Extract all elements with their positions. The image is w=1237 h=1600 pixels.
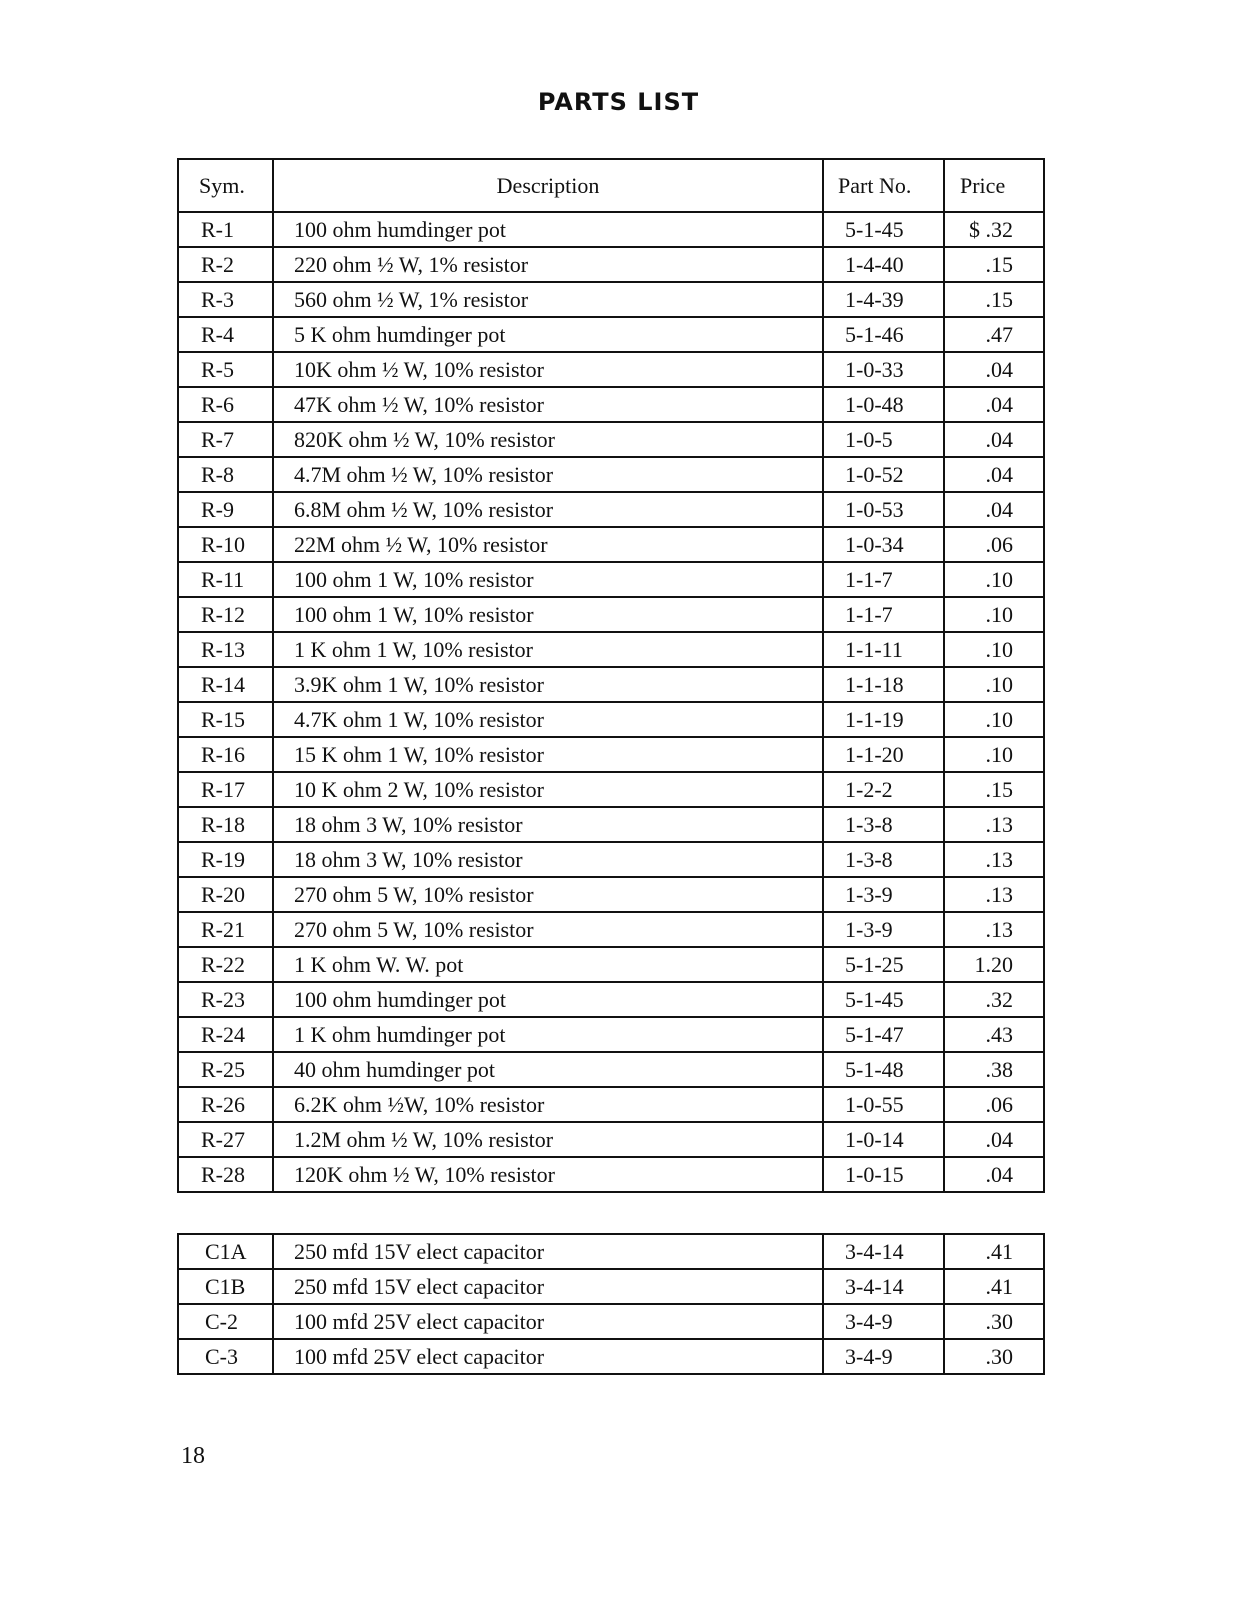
part-price: .13 [944,912,1044,947]
table-row [178,1087,1044,1122]
part-description: 220 ohm ½ W, 1% resistor [273,247,823,282]
part-price: .10 [944,702,1044,737]
part-number: 1-3-8 [823,807,944,842]
table-row [178,1304,1044,1339]
table-row [178,457,1044,492]
table-row [178,492,1044,527]
part-description: 18 ohm 3 W, 10% resistor [273,842,823,877]
part-description: 1 K ohm W. W. pot [273,947,823,982]
part-symbol: R-24 [178,1017,273,1052]
part-symbol: R-9 [178,492,273,527]
part-price: 1.20 [944,947,1044,982]
part-symbol: R-20 [178,877,273,912]
part-price: .13 [944,842,1044,877]
part-number: 5-1-45 [823,982,944,1017]
part-description: 100 ohm humdinger pot [273,982,823,1017]
part-price: .10 [944,737,1044,772]
table-row [178,1122,1044,1157]
part-symbol: R-4 [178,317,273,352]
part-description: 47K ohm ½ W, 10% resistor [273,387,823,422]
part-description: 820K ohm ½ W, 10% resistor [273,422,823,457]
table-row [178,387,1044,422]
part-price: .04 [944,1157,1044,1192]
part-symbol: R-15 [178,702,273,737]
part-price: .04 [944,352,1044,387]
part-symbol: R-6 [178,387,273,422]
part-symbol: C1A [178,1234,273,1269]
part-symbol: R-17 [178,772,273,807]
part-price: .04 [944,457,1044,492]
part-description: 270 ohm 5 W, 10% resistor [273,877,823,912]
page-number: 18 [181,1443,205,1469]
table-row [178,1052,1044,1087]
part-number: 1-1-19 [823,702,944,737]
part-number: 1-1-7 [823,597,944,632]
part-price: .41 [944,1269,1044,1304]
table-row [178,282,1044,317]
part-number: 1-0-48 [823,387,944,422]
part-price: .15 [944,772,1044,807]
part-price: .04 [944,387,1044,422]
part-price: .30 [944,1304,1044,1339]
part-symbol: R-11 [178,562,273,597]
part-number: 1-1-11 [823,632,944,667]
part-symbol: R-25 [178,1052,273,1087]
part-description: 270 ohm 5 W, 10% resistor [273,912,823,947]
part-price: .10 [944,667,1044,702]
part-description: 100 mfd 25V elect capacitor [273,1339,823,1374]
table-row [178,1234,1044,1269]
part-symbol: R-10 [178,527,273,562]
table-row [178,1017,1044,1052]
part-number: 1-4-40 [823,247,944,282]
part-description: 10K ohm ½ W, 10% resistor [273,352,823,387]
table-row [178,807,1044,842]
table-row [178,1339,1044,1374]
table-row [178,947,1044,982]
part-symbol: R-23 [178,982,273,1017]
part-number: 3-4-14 [823,1234,944,1269]
part-number: 5-1-25 [823,947,944,982]
part-symbol: C-3 [178,1339,273,1374]
part-price: .15 [944,282,1044,317]
part-number: 5-1-47 [823,1017,944,1052]
part-symbol: R-19 [178,842,273,877]
part-symbol: C-2 [178,1304,273,1339]
table-row [178,317,1044,352]
table-row [178,562,1044,597]
table-row [178,842,1044,877]
header-sym: Sym. [178,159,273,212]
table-header-row [178,159,1044,212]
part-description: 120K ohm ½ W, 10% resistor [273,1157,823,1192]
table-row [178,877,1044,912]
part-description: 1.2M ohm ½ W, 10% resistor [273,1122,823,1157]
table-row [178,597,1044,632]
table-row [178,422,1044,457]
part-description: 250 mfd 15V elect capacitor [273,1234,823,1269]
part-number: 1-0-5 [823,422,944,457]
part-price: .43 [944,1017,1044,1052]
header-price: Price [944,159,1044,212]
part-number: 1-3-9 [823,912,944,947]
table-row [178,632,1044,667]
part-price: .10 [944,562,1044,597]
part-price: .04 [944,1122,1044,1157]
part-symbol: R-21 [178,912,273,947]
part-number: 5-1-46 [823,317,944,352]
part-number: 1-0-33 [823,352,944,387]
table-row [178,212,1044,247]
part-number: 1-0-52 [823,457,944,492]
table-row [178,667,1044,702]
part-symbol: R-12 [178,597,273,632]
part-symbol: R-18 [178,807,273,842]
part-price: .32 [944,982,1044,1017]
part-price: .13 [944,807,1044,842]
part-symbol: R-14 [178,667,273,702]
part-price: .41 [944,1234,1044,1269]
part-symbol: R-16 [178,737,273,772]
part-number: 1-0-53 [823,492,944,527]
table-row [178,982,1044,1017]
capacitor-parts-table [177,1233,1045,1375]
resistor-rows [178,212,1044,1192]
part-symbol: R-5 [178,352,273,387]
part-number: 3-4-14 [823,1269,944,1304]
part-price: .10 [944,632,1044,667]
part-symbol: R-3 [178,282,273,317]
part-number: 1-3-9 [823,877,944,912]
table-row [178,1269,1044,1304]
capacitor-rows [178,1234,1044,1374]
part-symbol: R-22 [178,947,273,982]
page-title: PARTS LIST [537,88,700,116]
table-row [178,527,1044,562]
header-part-no: Part No. [823,159,944,212]
part-number: 1-1-20 [823,737,944,772]
part-description: 22M ohm ½ W, 10% resistor [273,527,823,562]
part-price: .04 [944,422,1044,457]
part-description: 250 mfd 15V elect capacitor [273,1269,823,1304]
part-description: 3.9K ohm 1 W, 10% resistor [273,667,823,702]
part-price: .13 [944,877,1044,912]
table-row [178,702,1044,737]
table-row [178,912,1044,947]
part-price: .06 [944,527,1044,562]
part-number: 5-1-48 [823,1052,944,1087]
table-row [178,352,1044,387]
table-row [178,737,1044,772]
part-symbol: R-8 [178,457,273,492]
part-description: 40 ohm humdinger pot [273,1052,823,1087]
part-number: 1-0-34 [823,527,944,562]
part-description: 15 K ohm 1 W, 10% resistor [273,737,823,772]
part-description: 6.8M ohm ½ W, 10% resistor [273,492,823,527]
part-price: .38 [944,1052,1044,1087]
part-symbol: R-13 [178,632,273,667]
part-number: 1-1-7 [823,562,944,597]
part-number: 1-1-18 [823,667,944,702]
part-description: 5 K ohm humdinger pot [273,317,823,352]
resistor-parts-table [177,158,1045,1193]
part-number: 1-0-15 [823,1157,944,1192]
part-number: 1-3-8 [823,842,944,877]
part-description: 100 ohm 1 W, 10% resistor [273,597,823,632]
part-price: .47 [944,317,1044,352]
table-row [178,772,1044,807]
part-description: 100 mfd 25V elect capacitor [273,1304,823,1339]
part-description: 1 K ohm humdinger pot [273,1017,823,1052]
part-symbol: R-27 [178,1122,273,1157]
part-number: 3-4-9 [823,1304,944,1339]
part-symbol: R-2 [178,247,273,282]
part-description: 100 ohm 1 W, 10% resistor [273,562,823,597]
part-description: 18 ohm 3 W, 10% resistor [273,807,823,842]
part-price: .10 [944,597,1044,632]
part-description: 100 ohm humdinger pot [273,212,823,247]
part-symbol: R-1 [178,212,273,247]
part-symbol: C1B [178,1269,273,1304]
part-description: 6.2K ohm ½W, 10% resistor [273,1087,823,1122]
part-price: .04 [944,492,1044,527]
table-row [178,247,1044,282]
table-row [178,1157,1044,1192]
part-description: 10 K ohm 2 W, 10% resistor [273,772,823,807]
part-number: 1-4-39 [823,282,944,317]
part-number: 1-2-2 [823,772,944,807]
part-price: $ .32 [944,212,1044,247]
header-description: Description [273,159,823,212]
part-description: 4.7M ohm ½ W, 10% resistor [273,457,823,492]
part-number: 5-1-45 [823,212,944,247]
part-description: 560 ohm ½ W, 1% resistor [273,282,823,317]
part-symbol: R-26 [178,1087,273,1122]
part-number: 1-0-55 [823,1087,944,1122]
part-description: 1 K ohm 1 W, 10% resistor [273,632,823,667]
part-symbol: R-7 [178,422,273,457]
part-number: 1-0-14 [823,1122,944,1157]
part-price: .15 [944,247,1044,282]
part-symbol: R-28 [178,1157,273,1192]
part-price: .30 [944,1339,1044,1374]
part-number: 3-4-9 [823,1339,944,1374]
part-description: 4.7K ohm 1 W, 10% resistor [273,702,823,737]
part-price: .06 [944,1087,1044,1122]
